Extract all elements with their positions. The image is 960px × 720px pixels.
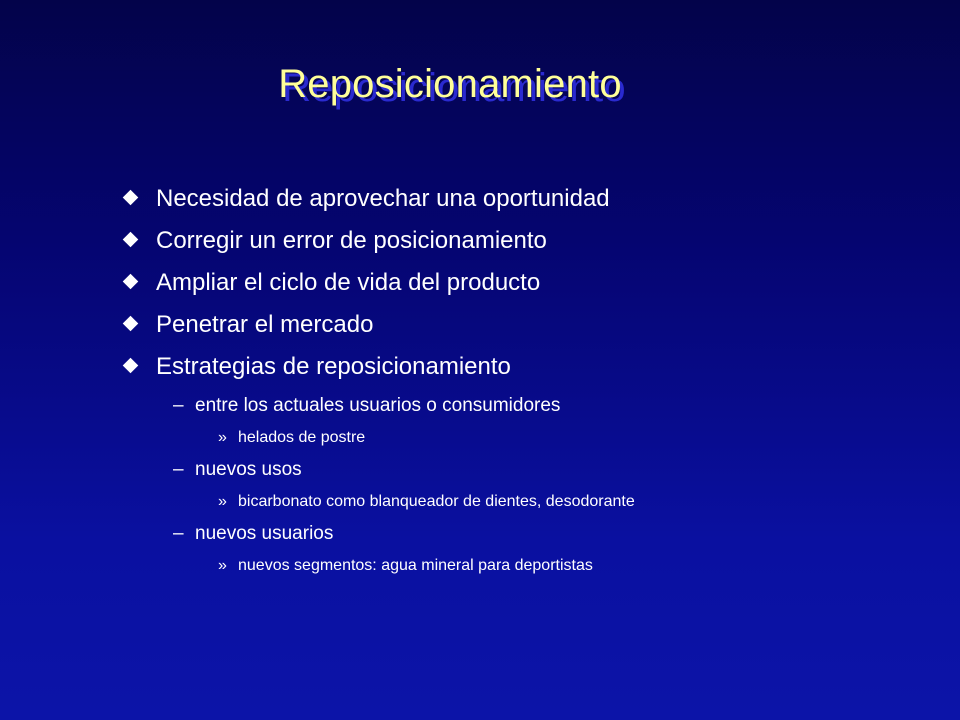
sub-bullet-item	[120, 454, 920, 486]
sub-sub-bullet-item	[120, 486, 920, 518]
sub-sub-bullet-item	[120, 550, 920, 582]
slide-title: Reposicionamiento	[278, 62, 622, 106]
dash-marker: –	[173, 523, 184, 544]
bullet-item	[120, 348, 920, 390]
sub-bullet-text: nuevos usuarios	[195, 523, 334, 544]
chevron-marker: »	[218, 557, 227, 574]
bullet-list	[120, 180, 920, 582]
bullet-item	[120, 222, 920, 264]
sub-sub-bullet-text: helados de postre	[238, 429, 366, 446]
bullet-item	[120, 180, 920, 222]
sub-bullet-text: entre los actuales usuarios o consumidores	[195, 395, 561, 416]
diamond-bullet-icon	[123, 358, 139, 374]
sub-bullet-text: nuevos usos	[195, 459, 302, 480]
dash-marker: –	[173, 395, 184, 416]
diamond-bullet-icon	[123, 274, 139, 290]
diamond-bullet-icon	[123, 190, 139, 206]
bullet-text: Necesidad de aprovechar una oportunidad	[156, 185, 610, 212]
sub-bullet-item	[120, 390, 920, 422]
bullet-text: Ampliar el ciclo de vida del producto	[156, 269, 541, 296]
diamond-bullet-icon	[123, 316, 139, 332]
sub-sub-bullet-item	[120, 422, 920, 454]
sub-sub-bullet-text: nuevos segmentos: agua mineral para deportistas	[238, 557, 593, 574]
bullet-text: Estrategias de reposicionamiento	[156, 353, 511, 380]
sub-bullet-item	[120, 518, 920, 550]
bullet-item	[120, 306, 920, 348]
bullet-item	[120, 264, 920, 306]
bullet-text: Corregir un error de posicionamiento	[156, 227, 547, 254]
chevron-marker: »	[218, 493, 227, 510]
dash-marker: –	[173, 459, 184, 480]
bullet-text: Penetrar el mercado	[156, 311, 374, 338]
diamond-bullet-icon	[123, 232, 139, 248]
chevron-marker: »	[218, 429, 227, 446]
sub-sub-bullet-text: bicarbonato como blanqueador de dientes, desodorante	[238, 493, 635, 510]
